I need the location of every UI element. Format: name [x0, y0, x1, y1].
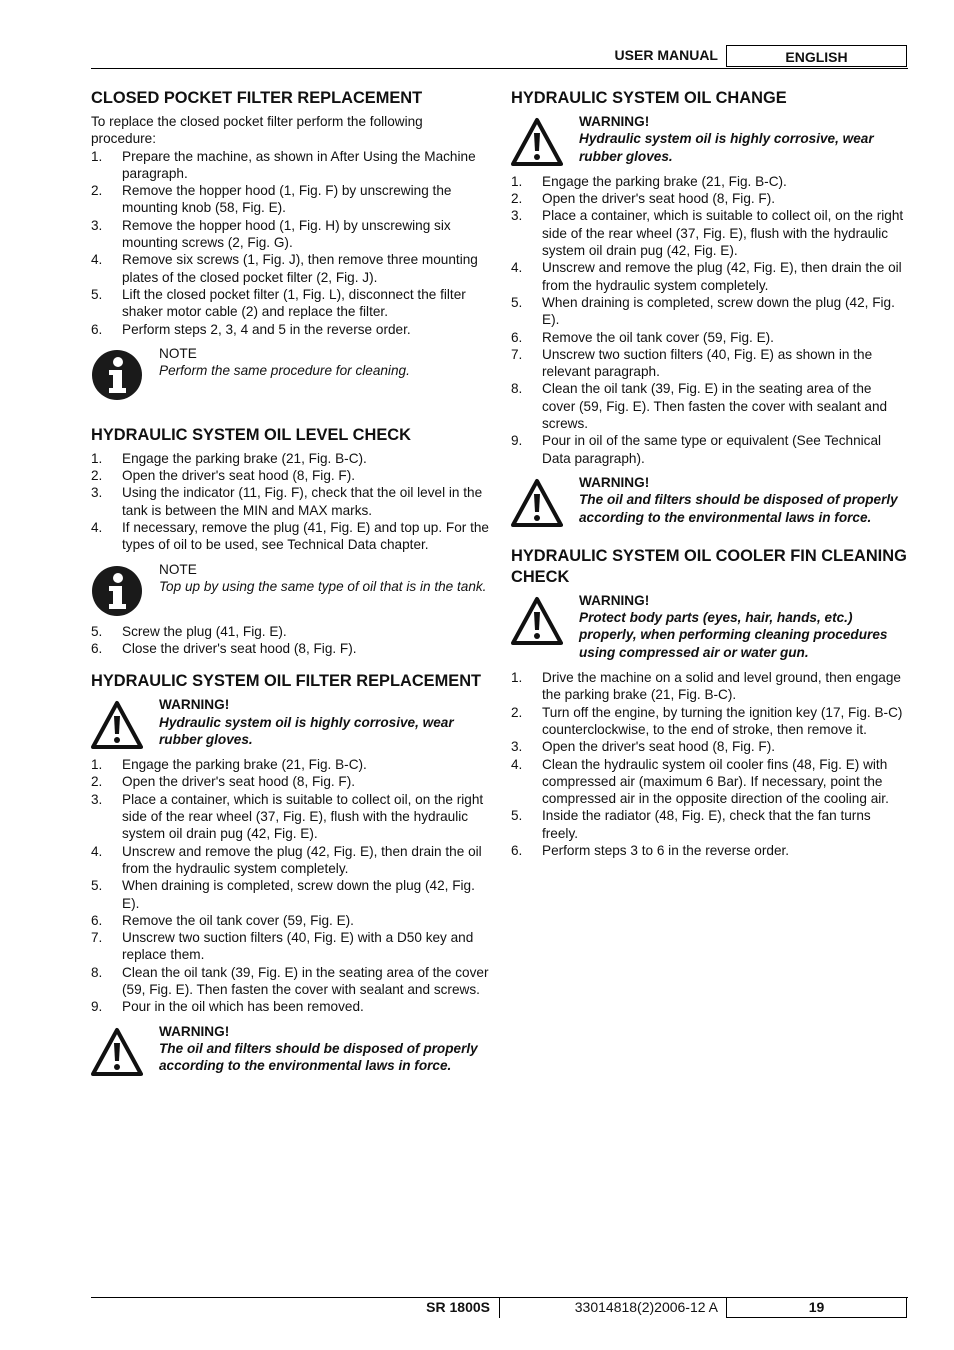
step-text: Perform steps 2, 3, 4 and 5 in the reverse order.	[122, 321, 411, 337]
step-number: 6.	[511, 842, 523, 858]
info-icon	[91, 349, 143, 401]
warning-text: Protect body parts (eyes, hair, hands, etc.) properly, when performing cleaning procedures using compressed air or water gun.	[579, 610, 888, 660]
note-text: Perform the same procedure for cleaning.	[159, 363, 410, 379]
step-number: 6.	[91, 912, 103, 928]
step-item	[511, 669, 908, 704]
step-text: Lift the closed pocket filter (1, Fig. L), disconnect the filter shaker motor cable (2) and replace the filter.	[122, 286, 466, 320]
step-number: 3.	[91, 217, 103, 233]
step-number: 2.	[91, 183, 103, 199]
step-item	[511, 704, 908, 739]
steps-list	[91, 148, 489, 338]
header-rule	[91, 68, 908, 69]
warning-icon	[91, 1027, 143, 1079]
step-text: Prepare the machine, as shown in After Using the Machine paragraph.	[122, 148, 476, 181]
step-item	[91, 773, 489, 790]
steps-list	[91, 450, 489, 554]
step-item	[91, 467, 489, 484]
section-title-oil-change: HYDRAULIC SYSTEM OIL CHANGE	[511, 89, 787, 107]
warning-icon	[91, 700, 143, 752]
step-item	[511, 346, 908, 381]
step-number: 4.	[91, 843, 103, 859]
warning-text: Hydraulic system oil is highly corrosive, wear rubber gloves.	[579, 131, 874, 164]
step-number: 4.	[511, 260, 523, 276]
step-text: Using the indicator (11, Fig. F), check that the oil level in the tank is between the MIN and MAX marks.	[122, 485, 483, 518]
step-text: Remove the oil tank cover (59, Fig. E).	[122, 912, 354, 928]
step-item	[91, 843, 489, 878]
step-item	[511, 842, 908, 859]
step-number: 5.	[511, 294, 523, 310]
section-title-oil-filter-replacement: HYDRAULIC SYSTEM OIL FILTER REPLACEMENT	[91, 672, 482, 691]
step-text: Open the driver's seat hood (8, Fig. F).	[122, 774, 356, 790]
step-number: 2.	[511, 191, 523, 207]
header-language-box: ENGLISH	[726, 45, 907, 67]
step-text: Drive the machine on a solid and level ground, then engage the parking brake (21, Fig. B-C).	[542, 670, 901, 703]
step-number: 6.	[91, 640, 103, 656]
step-text: Engage the parking brake (21, Fig. B-C).	[122, 450, 367, 466]
step-text: Remove the oil tank cover (59, Fig. E).	[542, 329, 774, 345]
step-item	[511, 173, 908, 190]
step-text: Close the driver's seat hood (8, Fig. F).	[122, 640, 357, 656]
step-number: 4.	[91, 520, 103, 536]
step-item	[511, 807, 908, 842]
footer-divider	[499, 1298, 500, 1318]
step-item	[511, 294, 908, 329]
steps-list	[511, 173, 908, 467]
step-item	[91, 756, 489, 773]
step-text: Open the driver's seat hood (8, Fig. F).	[542, 191, 776, 207]
step-item	[91, 998, 489, 1015]
step-item	[91, 286, 489, 321]
step-text: Place a container, which is suitable to collect oil, on the right side of the rear wheel (37, Fig. E), flush with the hydraulic system oil drain pug (42, Fig. E).	[542, 208, 904, 259]
section-intro: To replace the closed pocket filter perform the following procedure:	[91, 114, 423, 147]
step-item	[91, 877, 489, 912]
step-text: Turn off the engine, by turning the ignition key (17, Fig. B-C) counterclockwise, to the end of stroke, then remove it.	[542, 704, 903, 737]
step-text: Open the driver's seat hood (8, Fig. F).	[122, 468, 356, 484]
section-title-closed-pocket-filter: CLOSED POCKET FILTER REPLACEMENT	[91, 89, 423, 107]
step-number: 2.	[511, 704, 523, 720]
step-item	[91, 791, 489, 843]
warning-text: The oil and filters should be disposed of properly according to the environmental laws in force.	[159, 1040, 478, 1074]
step-item	[511, 756, 908, 808]
step-item	[91, 623, 489, 640]
step-number: 5.	[91, 623, 103, 639]
step-text: Engage the parking brake (21, Fig. B-C).	[122, 757, 367, 773]
warning-box	[511, 592, 908, 661]
step-number: 5.	[91, 878, 103, 894]
step-text: Engage the parking brake (21, Fig. B-C).	[542, 173, 787, 189]
step-item	[511, 380, 908, 432]
footer-model: SR 1800S	[426, 1299, 490, 1315]
step-item	[511, 738, 908, 755]
left-column	[91, 88, 489, 1074]
step-number: 1.	[91, 757, 103, 773]
step-number: 6.	[511, 329, 523, 345]
step-text: Unscrew and remove the plug (42, Fig. E), then drain the oil from the hydraulic system completely.	[122, 843, 482, 876]
step-item	[91, 964, 489, 999]
step-number: 7.	[511, 346, 523, 362]
step-item	[511, 259, 908, 294]
note-label: NOTE	[159, 561, 197, 577]
note-box	[91, 561, 489, 611]
step-item	[91, 929, 489, 964]
step-text: Unscrew two suction filters (40, Fig. E) with a D50 key and replace them.	[122, 930, 474, 963]
warning-label: WARNING!	[579, 114, 650, 129]
step-item	[91, 251, 489, 286]
warning-icon	[511, 478, 563, 530]
step-number: 2.	[91, 468, 103, 484]
step-text: Remove six screws (1, Fig. J), then remove three mounting plates of the closed pocket filter (2, Fig. J).	[122, 252, 478, 285]
step-number: 3.	[91, 485, 103, 501]
step-item	[91, 321, 489, 338]
step-text: Remove the hopper hood (1, Fig. F) by unscrewing the mounting knob (58, Fig. E).	[122, 183, 452, 216]
footer-document-code: 33014818(2)2006-12 A	[574, 1299, 718, 1315]
step-item	[91, 519, 489, 554]
step-item	[91, 640, 489, 657]
step-number: 8.	[511, 381, 523, 397]
header-manual-label: USER MANUAL	[614, 47, 718, 63]
step-number: 2.	[91, 774, 103, 790]
step-number: 3.	[511, 208, 523, 224]
step-item	[91, 450, 489, 467]
warning-label: WARNING!	[159, 1023, 230, 1039]
step-text: Place a container, which is suitable to collect oil, on the right side of the rear wheel (37, Fig. E), flush with the hydraulic system oil drain pug (42, Fig. E).	[122, 791, 484, 842]
step-item	[511, 190, 908, 207]
step-number: 1.	[91, 450, 103, 466]
step-text: Open the driver's seat hood (8, Fig. F).	[542, 739, 776, 755]
warning-box	[511, 113, 908, 165]
warning-box	[91, 696, 489, 748]
steps-list	[511, 669, 908, 859]
step-text: Unscrew two suction filters (40, Fig. E) as shown in the relevant paragraph.	[542, 346, 873, 380]
step-text: Remove the hopper hood (1, Fig. H) by unscrewing six mounting screws (2, Fig. G).	[122, 217, 451, 251]
section-title-oil-level-check: HYDRAULIC SYSTEM OIL LEVEL CHECK	[91, 425, 411, 444]
steps-list	[91, 623, 489, 658]
warning-text: The oil and filters should be disposed of properly according to the environmental laws in force.	[579, 492, 898, 525]
step-text: Clean the hydraulic system oil cooler fins (48, Fig. E) with compressed air (maximum 6 Bar). If necessary, point the compressed air in the opposite direction of the cooling air.	[542, 756, 889, 807]
step-number: 1.	[511, 173, 523, 189]
warning-box	[91, 1023, 489, 1075]
step-number: 1.	[91, 148, 103, 164]
step-number: 5.	[511, 808, 523, 824]
step-text: Inside the radiator (48, Fig. E), check that the fan turns freely.	[542, 808, 871, 841]
step-item	[511, 207, 908, 259]
step-item	[91, 484, 489, 519]
note-label: NOTE	[159, 345, 197, 361]
section-title-oil-cooler-fin-cleaning: HYDRAULIC SYSTEM OIL COOLER FIN CLEANING CHECK	[511, 546, 907, 586]
step-text: Pour in oil of the same type or equivalent (See Technical Data paragraph).	[542, 433, 882, 466]
step-number: 8.	[91, 964, 103, 980]
warning-label: WARNING!	[579, 592, 650, 608]
step-number: 4.	[91, 252, 103, 268]
step-number: 5.	[91, 286, 103, 302]
step-item	[91, 912, 489, 929]
step-number: 3.	[91, 791, 103, 807]
step-item	[91, 182, 489, 217]
step-text: Pour in the oil which has been removed.	[122, 999, 364, 1015]
warning-label: WARNING!	[159, 697, 230, 713]
step-item	[91, 148, 489, 183]
step-number: 9.	[511, 433, 523, 449]
step-text: Clean the oil tank (39, Fig. E) in the seating area of the cover (59, Fig. E). Then fasten the cover with sealant and screws.	[542, 381, 888, 432]
step-number: 3.	[511, 739, 523, 755]
step-item	[511, 432, 908, 467]
step-number: 6.	[91, 321, 103, 337]
right-column	[511, 88, 908, 859]
step-text: When draining is completed, screw down the plug (42, Fig. E).	[122, 878, 475, 911]
step-item	[91, 217, 489, 252]
info-icon	[91, 565, 143, 617]
step-number: 7.	[91, 930, 103, 946]
step-item	[511, 329, 908, 346]
warning-label: WARNING!	[579, 474, 650, 490]
steps-list	[91, 756, 489, 1015]
step-number: 4.	[511, 756, 523, 772]
step-number: 1.	[511, 670, 523, 686]
warning-box	[511, 474, 908, 526]
footer-page-number: 19	[726, 1297, 907, 1318]
warning-text: Hydraulic system oil is highly corrosive, wear rubber gloves.	[159, 714, 454, 747]
warning-icon	[511, 596, 563, 648]
note-box	[91, 345, 489, 395]
step-text: Screw the plug (41, Fig. E).	[122, 623, 287, 639]
step-text: If necessary, remove the plug (41, Fig. E) and top up. For the types of oil to be used, see Technical Data chapter.	[122, 520, 489, 553]
step-text: Unscrew and remove the plug (42, Fig. E), then drain the oil from the hydraulic system completely.	[542, 260, 902, 293]
warning-icon	[511, 117, 563, 169]
note-text: Top up by using the same type of oil that is in the tank.	[159, 578, 487, 594]
step-text: Clean the oil tank (39, Fig. E) in the seating area of the cover (59, Fig. E). Then fasten the cover with sealant and screws.	[122, 964, 489, 997]
step-text: Perform steps 3 to 6 in the reverse order.	[542, 842, 790, 858]
step-number: 9.	[91, 999, 103, 1015]
step-text: When draining is completed, screw down the plug (42, Fig. E).	[542, 294, 895, 328]
